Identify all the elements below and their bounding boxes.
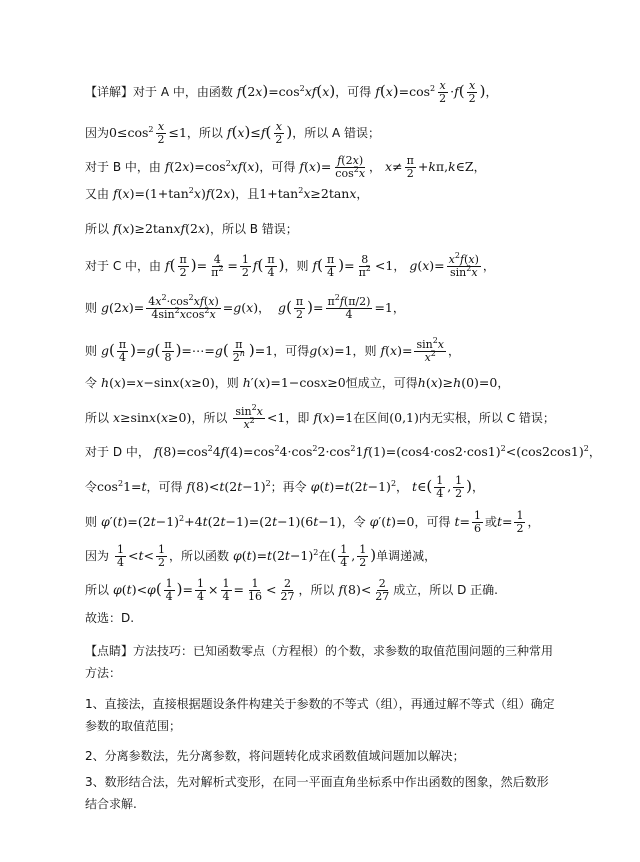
answer-line: 故选：D. [85, 611, 135, 625]
solution-line-10: 所以 x≥sinx(x≥0)，所以 $\frac{\sin^2x}{x^2}$ <1，即 f(x)=1在区间(0,1)内无实根，所以 C 错误； [85, 403, 555, 431]
solution-line-3: 对于 B 中，由 $f(2x)=\cos^2xf(x)$，可得 f(x)= $\frac{f(2x)}{\cos^2x}$ ， x≠ $\frac{\pi}{2}$ +kπ,k∈Z， [85, 154, 486, 180]
solution-line-11: 对于 D 中， $f(8)=\cos^24f(4)=\cos^24\cdot\cos^22\cdot\cos^21f(1)=(\cos 4\cdot\cos 2\cdot\cos 1)^2<(\cos 2\cos 1)^2$， [85, 444, 601, 459]
solution-line-13: 则 $\varphi'(t)=(2t-1)^2+4t(2t-1)=(2t-1)(6t-1)$，令 φ′(t)=0，可得 t= $\frac{1}{6}$ 或t= $\frac{1}{2}$ ， [85, 509, 540, 535]
solution-line-12: 令$\cos^21=t$，可得 $f(8)<t(2t-1)^2$；再令 $\varphi(t)=t(2t-1)^2$， t∈( $\frac{1}{4}$ , $\frac{1}{2}$ )， [85, 474, 485, 500]
solution-line-2: 因为$0\le\cos^2$ $\frac{x}{2}$ ≤1，所以 f(x)≤f( $\frac{x}{2}$ )，所以 A 错误； [85, 120, 381, 146]
solution-line-5: 所以 f(x)≥2tanxf(2x)，所以 B 错误； [85, 221, 298, 236]
note-item-1: 1、直接法，直接根据题设条件构建关于参数的不等式（组），再通过解不等式（组）确定参数的取值范围； [85, 697, 555, 733]
solution-line-8: 则 g( $\frac{\pi}{4}$ )=g( $\frac{\pi}{8}$ )=⋯=g( $\frac{\pi}{2^n}$ )=1，可得g(x)=1，则 f(x)= $\frac{\sin^2x}{x^2}$ ， [85, 336, 461, 364]
solution-line-14: 因为 $\frac{1}{4}$ <t< $\frac{1}{2}$ ，所以函数 $\varphi(t)=t(2t-1)^2$在( $\frac{1}{4}$ , $\frac{1}{2}$ )单调递减， [85, 543, 437, 569]
solution-line-7: 则 g(2x)= $\frac{4x^2\cdot\cos^2xf(x)}{4\sin^2xcos^2x}$ =g(x)， g( $\frac{\pi}{2}$ )= $\frac{\pi^2f(\pi/2)}{4}$ =1， [85, 293, 405, 321]
solution-line-9: 令 h(x)=x−sinx(x≥0)，则 h′(x)=1−cosx≥0恒成立，可得h(x)≥h(0)=0， [85, 375, 510, 390]
note-heading: 【点睛】方法技巧：已知函数零点（方程根）的个数，求参数的取值范围问题的三种常用方法： [85, 644, 554, 680]
solution-line-4: 又由 $f(x)=(1+\tan^2x)f(2x)$，且$1+\tan^2x\ge 2\tan x$， [85, 186, 369, 201]
note-item-3: 3、数形结合法，先对解析式变形，在同一平面直角坐标系中作出函数的图象，然后数形结合求解. [85, 775, 549, 811]
solution-line-15: 所以 φ(t)<φ( $\frac{1}{4}$ )= $\frac{1}{4}$ × $\frac{1}{4}$ = $\frac{1}{16}$ < $\frac{2}{27}$ ，所以 f(8)< $\frac{2}{27}$ 成立，所以 D 正确. [85, 577, 498, 603]
solution-line-1: 【详解】对于 A 中，由函数 $f(2x)=\cos^2xf(x)$，可得 $f(x)=\cos^2$ $\frac{x}{2}$ ·f( $\frac{x}{2}$ )， [85, 79, 498, 105]
note-item-2: 2、分离参数法，先分离参数，将问题转化成求函数值域问题加以解决； [85, 749, 465, 763]
solution-line-6: 对于 C 中，由 f( $\frac{\pi}{2}$ )= $\frac{4}{\pi^2}$ = $\frac{1}{2}$ f( $\frac{\pi}{4}$ )，则 f( $\frac{\pi}{4}$ )= $\frac{8}{\pi^2}$ <1， g(x)= $\frac{x^2f(x)}{\sin^2x}$ ， [85, 251, 495, 279]
